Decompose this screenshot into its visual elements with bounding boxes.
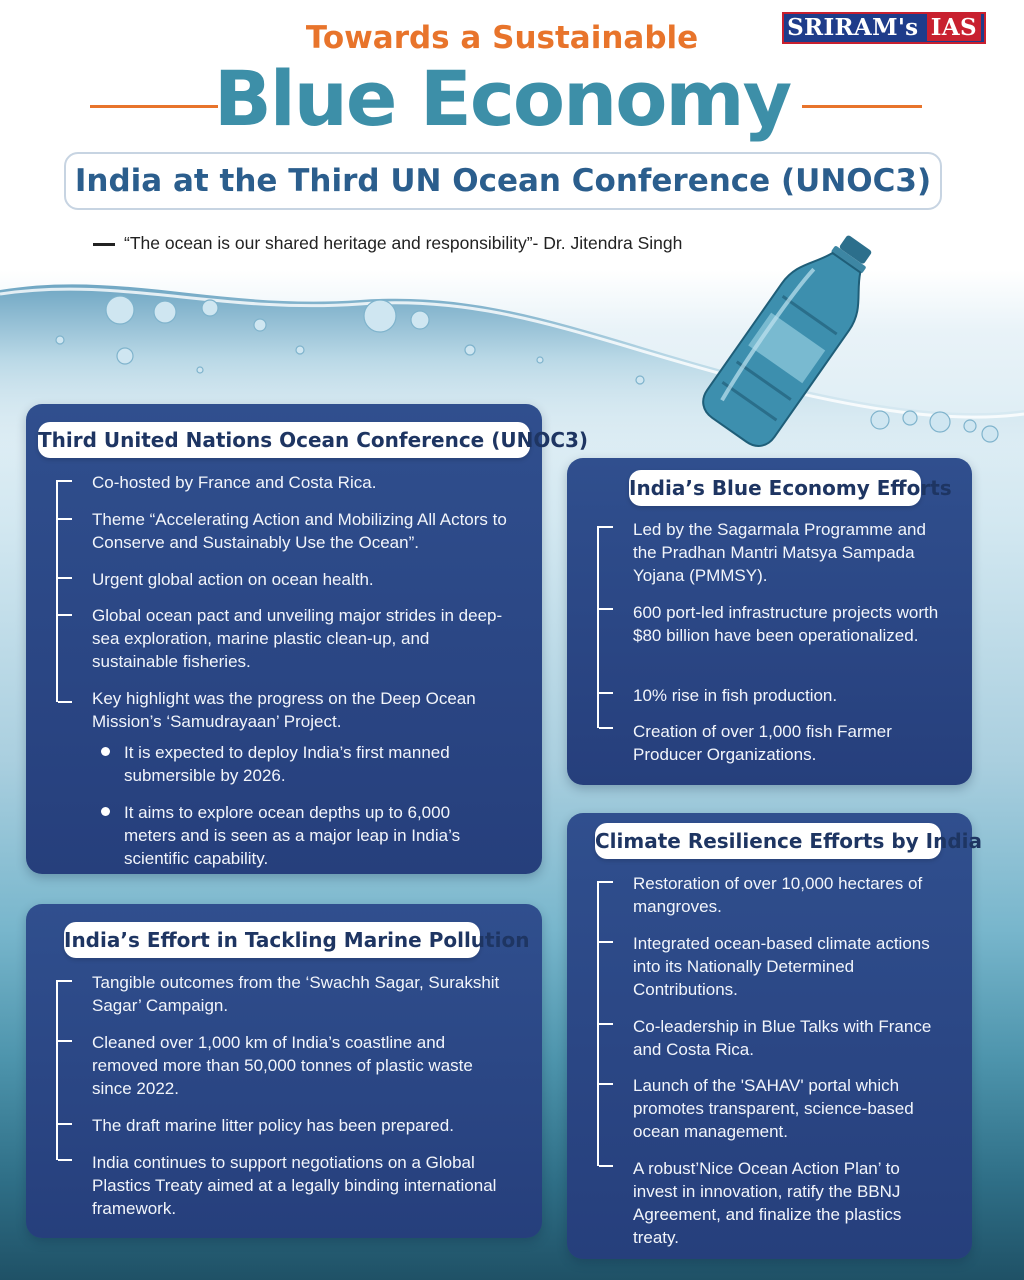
brand-tag: IAS [927,14,981,41]
list-item: Launch of the 'SAHAV' portal which promotes transparent, science-based ocean management. [633,1076,914,1141]
bullet-dot [101,807,110,816]
blue-economy-card-title: India’s Blue Economy Efforts [629,470,921,506]
marine-pollution-card [26,904,542,1238]
unoc3-card [26,404,589,874]
quote: “The ocean is our shared heritage and responsibility”- Dr. Jitendra Singh [124,233,683,253]
list-item: The draft marine litter policy has been prepared. [92,1116,454,1135]
list-item: Restoration of over 10,000 hectares of mangroves. [633,874,923,916]
climate-bracket [597,881,607,1166]
climate-card-title: Climate Resilience Efforts by India [595,823,941,859]
list-item: Cleaned over 1,000 km of India’s coastline and removed more than 50,000 tonnes of plastic waste since 2022. [92,1033,473,1098]
list-item: Urgent global action on ocean health. [92,570,374,589]
blue-economy-bracket [597,526,607,728]
list-item: Creation of over 1,000 fish Farmer Producer Organizations. [633,722,892,764]
list-item: 600 port-led infrastructure projects worth $80 billion have been operationalized. [633,603,939,645]
page-title: Blue Economy [213,54,791,143]
climate-card [567,813,982,1259]
unoc3-card-title: Third United Nations Ocean Conference (UNOC3) [38,422,530,458]
list-item: Co-leadership in Blue Talks with France and Costa Rica. [633,1017,932,1059]
plastic-bottle-illustration [690,218,890,458]
list-item: 10% rise in fish production. [633,686,838,705]
page-subtitle: India at the Third UN Ocean Conference (UNOC3) [64,152,942,210]
list-item: India continues to support negotiations on a Global Plastics Treaty aimed at a legally binding international framework. [92,1153,497,1218]
list-item: Integrated ocean-based climate actions into its Nationally Determined Contributions. [633,934,930,999]
bullet-dot [101,747,110,756]
list-item: Tangible outcomes from the ‘Swachh Sagar, Surakshit Sagar’ Campaign. [92,973,500,1015]
marine-pollution-card-title: India’s Effort in Tackling Marine Pollution [64,922,480,958]
quote-dash [93,243,115,246]
unoc3-bracket [56,480,66,702]
marine-pollution-bracket [56,980,66,1160]
list-item: Theme “Accelerating Action and Mobilizing All Actors to Conserve and Sustainably Use the Ocean”. [92,510,507,552]
blue-economy-card [567,458,972,785]
list-item: Led by the Sagarmala Programme and the Pradhan Mantri Matsya Sampada Yojana (PMMSY). [633,520,926,585]
list-item: Co-hosted by France and Costa Rica. [92,473,377,492]
header-kicker: Towards a Sustainable [305,20,699,56]
list-item: Global ocean pact and unveiling major strides in deep-sea exploration, marine plastic clean-up, and sustainable fisheries. [92,606,503,671]
list-sub-item: It aims to explore ocean depths up to 6,000 meters and is seen as a major leap in India’s scientific capability. [124,803,461,868]
list-sub-item: It is expected to deploy India’s first manned submersible by 2026. [124,743,450,785]
list-item: Key highlight was the progress on the Deep Ocean Mission’s ‘Samudrayaan’ Project. [92,689,476,731]
list-item: A robust’Nice Ocean Action Plan’ to invest in innovation, ratify the BBNJ Agreement, and finalize the plastics treaty. [633,1159,902,1247]
brand-name: SRIRAM's [787,14,919,41]
